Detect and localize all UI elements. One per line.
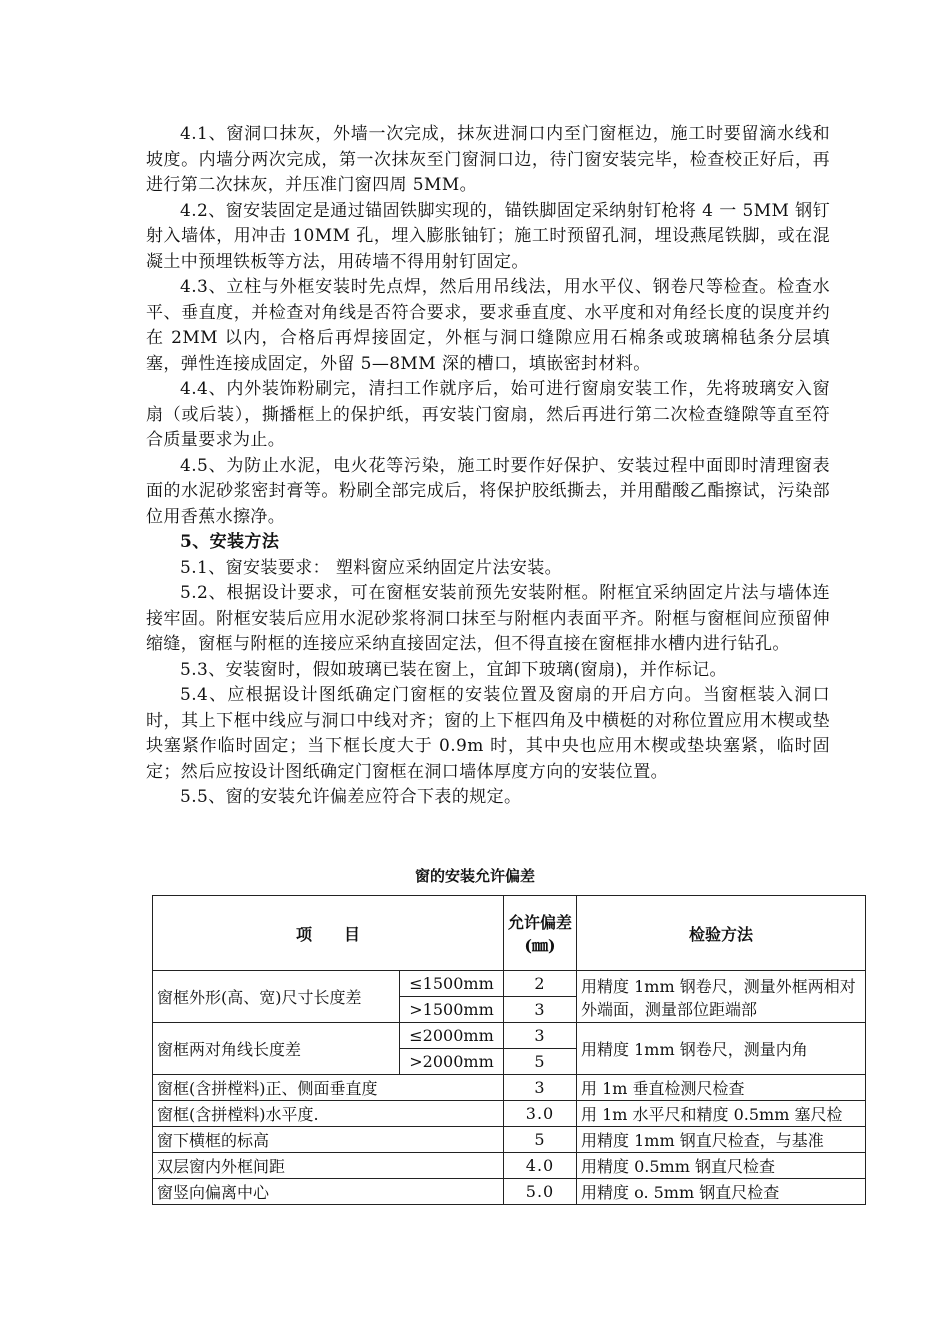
paragraph-4-4: 4.4、内外装饰粉刷完，清扫工作就序后，始可进行窗扇安装工作，先将玻璃安入窗扇（或后装），撕播框上的保护纸，再安装门窗扇，然后再进行第二次检查缝隙等直至符合质量要求为止。 — [146, 379, 830, 450]
table-row — [153, 1153, 866, 1179]
row-item: 双层窗内外框间距 — [153, 1153, 504, 1179]
header-tolerance: 允许偏差(㎜) — [504, 896, 577, 971]
header-item: 项 目 — [153, 896, 504, 971]
row-item: 窗框两对角线长度差 — [153, 1023, 400, 1075]
paragraph-5-5: 5.5、窗的安装允许偏差应符合下表的规定。 — [180, 787, 522, 807]
row-method: 用 1m 水平尺和精度 0.5mm 塞尺检 — [577, 1101, 866, 1127]
row-item: 窗框(含拼樘料)水平度. — [153, 1101, 504, 1127]
tolerance-table — [152, 895, 866, 1205]
row-item: 窗框外形(高、宽)尺寸长度差 — [153, 971, 400, 1023]
row-method: 用精度 1mm 钢卷尺，测量外框两相对外端面，测量部位距端部 — [577, 971, 866, 1023]
table-row — [153, 971, 866, 997]
row-item: 窗竖向偏离中心 — [153, 1179, 504, 1205]
row-tolerance: 3 — [504, 1023, 577, 1049]
table-row — [153, 1023, 866, 1049]
table-row — [153, 1127, 866, 1153]
row-subrange: >2000mm — [400, 1049, 504, 1075]
row-method: 用精度 1mm 钢直尺检查，与基准 — [577, 1127, 866, 1153]
table-row — [153, 1075, 866, 1101]
row-tolerance: 3 — [504, 997, 577, 1023]
paragraph-5-4: 5.4、应根据设计图纸确定门窗框的安装位置及窗扇的开启方向。当窗框装入洞口时，其上下框中线应与洞口中线对齐；窗的上下框四角及中横梃的对称位置应用木楔或垫块塞紧作临时固定；当下框长度大于 0.9m 时，其中央也应用木楔或垫块塞紧，临时固定；然后应按设计图纸确定门窗框在洞口墙体厚度方向的安装位置。 — [146, 685, 830, 782]
paragraph-4-2: 4.2、窗安装固定是通过锚固铁脚实现的，锚铁脚固定采纳射钉枪将 4 一 5MM 钢钉射入墙体，用冲击 10MM 孔，埋入膨胀铀钉；施工时预留孔洞，埋设燕尾铁脚，或在混凝土中预埋铁板等方法，用砖墙不得用射钉固定。 — [146, 200, 830, 272]
row-tolerance: 4.0 — [504, 1153, 577, 1179]
paragraph-4-3: 4.3、立柱与外框安装时先点焊，然后用吊线法，用水平仪、钢卷尺等检查。检查水平、垂直度，并检查对角线是否符合要求，要求垂直度、水平度和对角经长度的误度并约在 2MM 以内，合格后再焊接固定，外框与洞口缝隙应用石棉条或玻璃棉毡条分层填塞，弹性连接成固定，外留 5—8MM 深的槽口，填嵌密封材料。 — [146, 277, 830, 374]
row-method: 用精度 0.5mm 钢直尺检查 — [577, 1153, 866, 1179]
paragraph-5-1: 5.1、窗安装要求： 塑料窗应采纳固定片法安装。 — [180, 557, 563, 578]
table-caption: 窗的安装允许偏差 — [414, 867, 535, 885]
paragraph-4-5: 4.5、为防止水泥，电火花等污染，施工时要作好保护、安装过程中面即时清理窗表面的水泥砂浆密封膏等。粉刷全部完成后，将保护胶纸撕去，并用醋酸乙酯擦试，污染部位用香蕉水擦净。 — [146, 455, 830, 527]
row-method: 用精度 1mm 钢卷尺，测量内角 — [577, 1023, 866, 1075]
row-subrange: ≤1500mm — [400, 971, 504, 997]
row-tolerance: 3.0 — [504, 1101, 577, 1127]
table-row — [153, 1101, 866, 1127]
row-tolerance: 5 — [504, 1127, 577, 1153]
row-tolerance: 3 — [504, 1075, 577, 1101]
table-header-row — [153, 896, 866, 971]
section-heading-5: 5、安装方法 — [180, 532, 280, 552]
row-subrange: >1500mm — [400, 997, 504, 1023]
header-method: 检验方法 — [577, 896, 866, 971]
row-tolerance: 5 — [504, 1049, 577, 1075]
row-method: 用 1m 垂直检测尺检查 — [577, 1075, 866, 1101]
row-item: 窗下横框的标高 — [153, 1127, 504, 1153]
paragraph-5-3: 5.3、安装窗时，假如玻璃已装在窗上，宜卸下玻璃(窗扇)，并作标记。 — [180, 659, 727, 680]
row-tolerance: 2 — [504, 971, 577, 997]
row-item: 窗框(含拼樘料)正、侧面垂直度 — [153, 1075, 504, 1101]
paragraph-4-1: 4.1、窗洞口抹灰，外墙一次完成，抹灰进洞口内至门窗框边，施工时要留滴水线和坡度。内墙分两次完成，第一次抹灰至门窗洞口边，待门窗安装完毕，检查校正好后，再进行第二次抹灰，并压准门窗四周 5MM。 — [146, 124, 830, 195]
row-method: 用精度 o. 5mm 钢直尺检查 — [577, 1179, 866, 1205]
row-tolerance: 5.0 — [504, 1179, 577, 1205]
table-row — [153, 1179, 866, 1205]
document-body — [146, 122, 830, 811]
paragraph-5-2: 5.2、根据设计要求，可在窗框安装前预先安装附框。附框宜采纳固定片法与墙体连接牢固。附框安装后应用水泥砂浆将洞口抹至与附框内表面平齐。附框与窗框间应预留伸缩缝，窗框与附框的连接应采纳直接固定法，但不得直接在窗框排水槽内进行钻孔。 — [146, 583, 830, 654]
row-subrange: ≤2000mm — [400, 1023, 504, 1049]
